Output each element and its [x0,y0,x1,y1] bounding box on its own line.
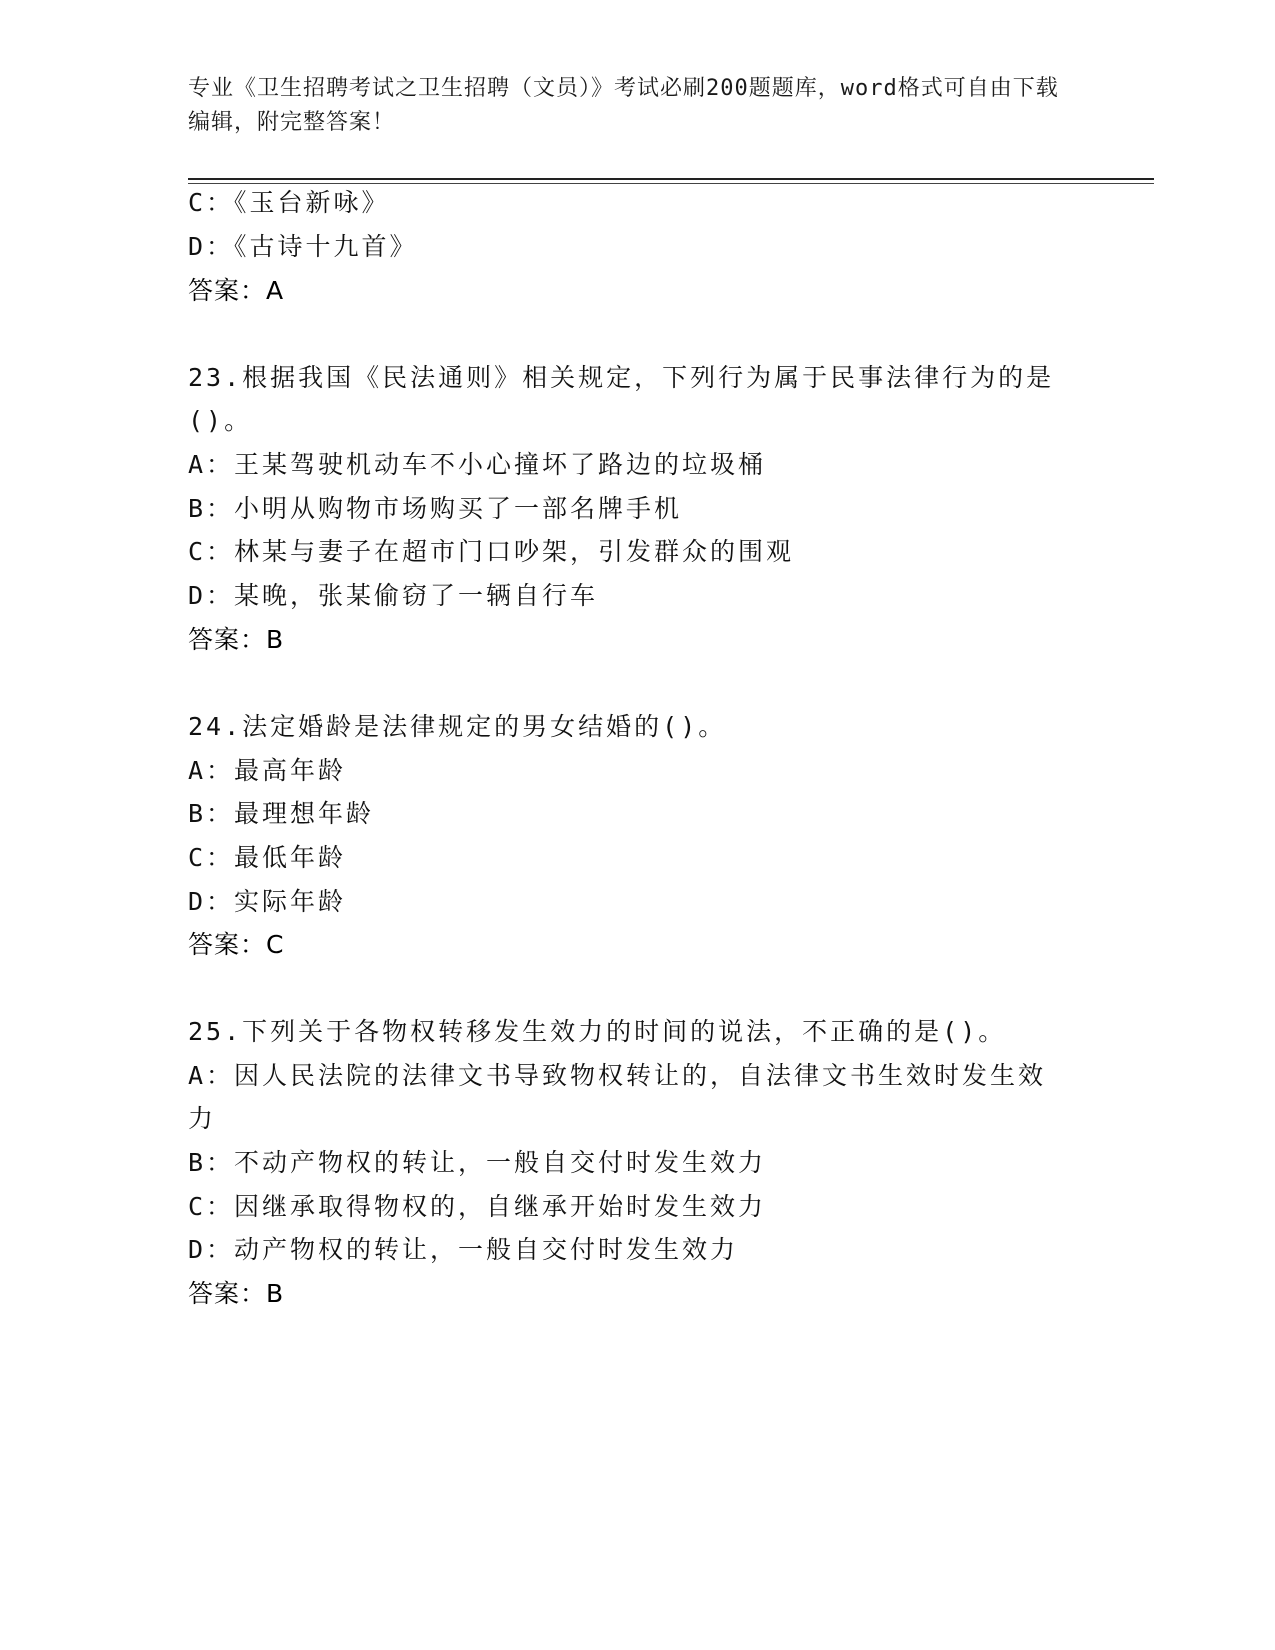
header-divider-thin [188,183,1154,184]
q25-option-b: B：不动产物权的转让，一般自交付时发生效力 [188,1148,767,1177]
q23-stem-line2: ()。 [188,406,253,435]
q22-answer: 答案：A [188,276,285,305]
q23-option-d: D：某晚，张某偷窃了一辆自行车 [188,581,599,610]
q25-stem: 25.下列关于各物权转移发生效力的时间的说法，不正确的是()。 [188,1017,1007,1046]
q25-answer: 答案：B [188,1279,285,1308]
q23-stem-line1: 23.根据我国《民法通则》相关规定，下列行为属于民事法律行为的是 [188,363,1055,392]
q24-stem: 24.法定婚龄是法律规定的男女结婚的()。 [188,712,727,741]
q24-option-b: B：最理想年龄 [188,799,375,828]
q23-answer: 答案：B [188,625,285,654]
q23-option-b: B：小明从购物市场购买了一部名牌手机 [188,494,683,523]
q24-option-a: A：最高年龄 [188,756,347,785]
q23-option-c: C：林某与妻子在超市门口吵架，引发群众的围观 [188,537,795,566]
q24-option-d: D：实际年龄 [188,887,347,916]
q25-option-a-line2: 力 [188,1104,217,1133]
q24-option-c: C：最低年龄 [188,843,347,872]
q22-option-c: C：《玉台新咏》 [188,188,390,217]
document-header: 专业《卫生招聘考试之卫生招聘（文员）》考试必刷200题题库，word格式可自由下载编辑，附完整答案！ [188,76,1059,135]
q25-option-a-line1: A：因人民法院的法律文书导致物权转让的，自法律文书生效时发生效 [188,1061,1047,1090]
q22-option-d: D：《古诗十九首》 [188,232,418,261]
q23-option-a: A：王某驾驶机动车不小心撞坏了路边的垃圾桶 [188,450,767,479]
q24-answer: 答案：C [188,930,285,959]
q25-option-c: C：因继承取得物权的，自继承开始时发生效力 [188,1192,767,1221]
header-divider-thick [188,178,1154,180]
q25-option-d: D：动产物权的转让，一般自交付时发生效力 [188,1235,739,1264]
